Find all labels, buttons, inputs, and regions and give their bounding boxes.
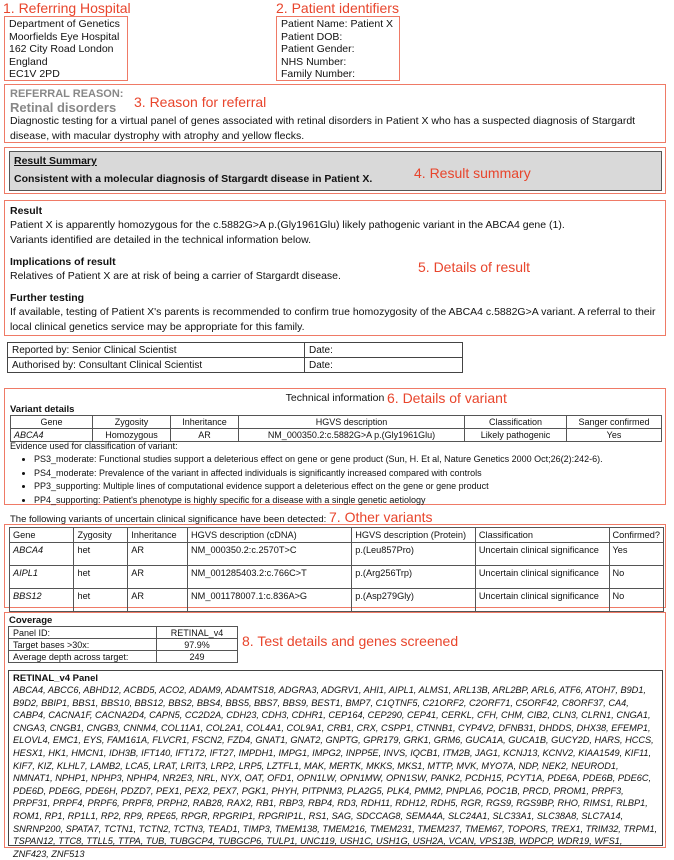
vus-row	[10, 566, 664, 589]
vus-col-confirmed: Confirmed?	[609, 528, 664, 543]
col-hgvs: HGVS description	[239, 416, 465, 429]
result-summary-panel	[9, 151, 662, 191]
authorised-date: Date:	[305, 358, 463, 373]
vus-cdna: NM_000350.2:c.2570T>C	[188, 543, 352, 566]
signoff-table	[7, 342, 463, 373]
referring-hospital-box	[4, 16, 128, 81]
cell-gene: ABCA4	[11, 429, 93, 442]
vus-confirmed: Yes	[609, 543, 664, 566]
vus-col-zygosity: Zygosity	[74, 528, 128, 543]
coverage-row	[9, 639, 238, 651]
vus-col-classification: Classification	[475, 528, 609, 543]
evidence-intro: Evidence used for classification of variant:	[10, 441, 178, 451]
col-inheritance: Inheritance	[171, 416, 239, 429]
panel-title: RETINAL_v4 Panel	[13, 673, 98, 684]
coverage-row	[9, 651, 238, 663]
technical-info-box	[4, 388, 666, 505]
section-1-title: 1. Referring Hospital	[3, 0, 131, 16]
referral-reason: Retinal disorders	[10, 100, 117, 115]
evidence-block	[10, 440, 662, 507]
vus-zygosity: het	[74, 589, 128, 612]
vus-protein: p.(Asp279Gly)	[352, 589, 476, 612]
vus-gene: BBS12	[10, 589, 74, 612]
vus-col-protein: HGVS description (Protein)	[352, 528, 476, 543]
vus-confirmed: No	[609, 566, 664, 589]
vus-confirmed: No	[609, 589, 664, 612]
col-gene: Gene	[11, 416, 93, 429]
section-2-title: 2. Patient identifiers	[276, 0, 399, 16]
col-sanger: Sanger confirmed	[567, 416, 662, 429]
further-testing-text: If available, testing of Patient X's parents is recommended to confirm true homozygosity of the ABCA4 c.5882G>A variant. A referral to their local clinical genetics service may be appropriate for this family.	[10, 306, 656, 333]
coverage-label: Average depth across target:	[9, 651, 157, 663]
signoff-row	[8, 343, 463, 358]
section-3-title: 3. Reason for referral	[134, 94, 267, 110]
patient-identifiers-box	[276, 16, 400, 81]
cell-sanger: Yes	[567, 429, 662, 442]
technical-title: Technical information	[285, 392, 385, 404]
vus-gene: ABCA4	[10, 543, 74, 566]
other-variants-box	[4, 524, 666, 608]
vus-row	[10, 543, 664, 566]
cell-classification: Likely pathogenic	[465, 429, 567, 442]
section-5-title: 5. Details of result	[418, 259, 531, 275]
evidence-item: • PP4_supporting: Patient's phenotype is highly specific for a disease with a single genetic aetiology	[34, 494, 662, 507]
vus-zygosity: het	[74, 543, 128, 566]
evidence-item: • PS3_moderate: Functional studies support a deleterious effect on gene or gene product (Sun, H. Et al, Nature Genetics 2000 Oct;26(2):242-6).	[34, 453, 662, 466]
coverage-title: Coverage	[9, 615, 53, 626]
hospital-line: EC1V 2PD	[9, 68, 60, 81]
details-of-result-box	[4, 200, 666, 336]
cell-zygosity: Homozygous	[93, 429, 171, 442]
vus-intro: The following variants of uncertain clinical significance have been detected:	[10, 514, 327, 525]
coverage-table	[8, 626, 238, 663]
hospital-line: Department of Genetics	[9, 18, 120, 30]
further-testing-heading: Further testing	[10, 292, 85, 304]
panel-gene-list: ABCA4, ABCC6, ABHD12, ACBD5, ACO2, ADAM9, ADAMTS18, ADGRA3, ADGRV1, AHI1, AIPL1, ALMS1, ARL13B, ARL2BP, ARL6, ATF6, ATOH7, B9D1, B9D2, BBIP1, BBS1, BBS10, BBS12, BBS2, BBS4, BBS5, BBS7, BBS9, BEST1, BMP7, C1QTNF5, C21ORF2, C2ORF71, C5ORF42, C8ORF37, CA4, CABP4, CACNA1F, CACNA2D4, CAPN5, CC2D2A, CDH23, CDH3, CDHR1, CEP164, CEP290, CEP41, CERKL, CFH, CHM, CIB2, CLN3, CLRN1, CNGA1, CNGA3, CNGB1, CNGB3, CNNM4, COL11A1, COL2A1, COL4A1, COL9A1, CRB1, CRX, CSPP1, CTNNB1, CYP4V2, DFNB31, DHDDS, DHX38, EFEMP1, ELOVL4, EMC1, EYS, FAM161A, FLVCR1, FSCN2, FZD4, GNAT1, GNAT2, GNPTG, GPR179, GRK1, GRM6, GUCA1A, GUCA1B, GUCY2D, HARS, HCCS, HESX1, HK1, HMCN1, IDH3B, IFT140, IFT172, IFT27, IMPDH1, IMPG1, IMPG2, INPP5E, INVS, IQCB1, ITM2B, JAG1, KCNJ13, KCNV2, KIAA1549, KIF11, KIF7, KIZ, KLHL7, LAMB2, LCA5, LRAT, LRIT3, LRP2, LRP5, LZTFL1, MAK, MERTK, MKKS, MKS1, MTTP, MVK, MYO7A, NDP, NEK2, NEUROD1, NMNAT1, NPHP1, NPHP3, NPHP4, NR2E3, NRL, NYX, OAT, OFD1, OPN1LW, OPN1MW, OPN1SW, PANK2, PCDH15, PCYT1A, PDE6A, PDE6B, PDE6C, PDE6D, PDE6G, PDE6H, PDZD7, PEX1, PEX2, PEX7, PGK1, PHYH, PITPNM3, PLA2G5, PLK4, PMM2, PNPLA6, POC1B, PRCD, PROM1, PRPF3, PRPF31, PRPF4, PRPF6, PRPF8, PRPH2, RAB28, RAX2, RB1, RBP3, RBP4, RD3, RDH11, RDH12, RDH5, RGR, RGS9, RGS9BP, RHO, RIMS1, RLBP1, ROM1, RP1, RP1L1, RP2, RP9, RPE65, RPGR, RPGRIP1, RPGRIP1L, RS1, SAG, SDCCAG8, SEMA4A, SLC24A1, SLC33A1, SLC38A8, SLC7A14, SNRNP200, SPATA7, TCTN1, TCTN2, TCTN3, TEAD1, TIMP3, TMEM138, TMEM216, TMEM231, TMEM237, TMEM67, TOPORS, TREX1, TRIM32, TRPM1, TSPAN12, TTC8, TTLL5, TTPA, TUB, TUBGCP4, TUBGCP6, TULP1, UNC119, USH1C, USH1G, USH2A, VCAN, VPS13B, WDPCP, WDR19, WFS1, ZNF423, ZNF513	[13, 685, 658, 859]
coverage-value: RETINAL_v4	[157, 627, 238, 639]
cell-inheritance: AR	[171, 429, 239, 442]
coverage-label: Panel ID:	[9, 627, 157, 639]
vus-cdna: NM_001178007.1:c.836A>G	[188, 589, 352, 612]
vus-inheritance: AR	[128, 543, 188, 566]
section-7-title: 7. Other variants	[329, 509, 433, 525]
vus-classification: Uncertain clinical significance	[475, 589, 609, 612]
col-classification: Classification	[465, 416, 567, 429]
test-details-box	[4, 612, 666, 859]
variant-header-row	[11, 416, 662, 429]
coverage-value: 249	[157, 651, 238, 663]
vus-gene: AIPL1	[10, 566, 74, 589]
hospital-line: 162 City Road London	[9, 43, 114, 56]
referral-box	[4, 84, 666, 143]
vus-col-inheritance: Inheritance	[128, 528, 188, 543]
result-summary-box	[4, 147, 666, 194]
section-4-title: 4. Result summary	[414, 165, 531, 181]
patient-line: Family Number:	[281, 68, 356, 81]
variant-table	[10, 415, 662, 442]
col-zygosity: Zygosity	[93, 416, 171, 429]
section-6-title: 6. Details of variant	[387, 390, 507, 406]
result-summary-text: Consistent with a molecular diagnosis of Stargardt disease in Patient X.	[14, 173, 373, 185]
vus-inheritance: AR	[128, 589, 188, 612]
patient-line: Patient DOB:	[281, 30, 343, 43]
hospital-line: Moorfields Eye Hospital	[9, 30, 120, 43]
vus-row	[10, 589, 664, 612]
vus-cdna: NM_001285403.2:c.766C>T	[188, 566, 352, 589]
implications-heading: Implications of result	[10, 256, 116, 268]
reported-by: Reported by: Senior Clinical Scientist	[8, 343, 305, 358]
vus-table	[9, 527, 664, 612]
vus-classification: Uncertain clinical significance	[475, 566, 609, 589]
implications-text: Relatives of Patient X are at risk of being a carrier of Stargardt disease.	[10, 270, 341, 282]
cell-hgvs: NM_000350.2:c.5882G>A p.(Gly1961Glu)	[239, 429, 465, 442]
result-summary-title: Result Summary	[14, 155, 97, 167]
referral-text: Diagnostic testing for a virtual panel of genes associated with retinal disorders in Patient X who has a suspected diagnosis of Stargardt disease, with macular dystrophy with atrophy and yellow flecks.	[10, 115, 636, 142]
evidence-item: • PP3_supporting: Multiple lines of computational evidence support a deleterious effect on the gene or gene product	[34, 480, 662, 493]
result-line-1: Patient X is apparently homozygous for the c.5882G>A p.(Gly1961Glu) likely pathogenic variant in the ABCA4 gene (1).	[10, 219, 565, 231]
section-8-title: 8. Test details and genes screened	[242, 633, 459, 649]
vus-classification: Uncertain clinical significance	[475, 543, 609, 566]
vus-zygosity: het	[74, 566, 128, 589]
coverage-label: Target bases >30x:	[9, 639, 157, 651]
authorised-by: Authorised by: Consultant Clinical Scientist	[8, 358, 305, 373]
vus-protein: p.(Arg256Trp)	[352, 566, 476, 589]
vus-header-row	[10, 528, 664, 543]
coverage-row	[9, 627, 238, 639]
result-heading: Result	[10, 205, 43, 217]
patient-line: Patient Name: Patient X	[281, 18, 394, 30]
referral-label: REFERRAL REASON:	[10, 88, 124, 100]
result-line-2: Variants identified are detailed in the technical information below.	[10, 234, 311, 246]
coverage-value: 97.9%	[157, 639, 238, 651]
vus-inheritance: AR	[128, 566, 188, 589]
panel-box	[8, 670, 663, 859]
signoff-row	[8, 358, 463, 373]
patient-line: NHS Number:	[281, 55, 347, 68]
reported-date: Date:	[305, 343, 463, 358]
vus-col-cdna: HGVS description (cDNA)	[188, 528, 352, 543]
vus-col-gene: Gene	[10, 528, 74, 543]
variant-details-label: Variant details	[10, 404, 75, 415]
evidence-item: • PS4_moderate: Prevalence of the variant in affected individuals is significantly increased compared with controls	[34, 467, 662, 480]
hospital-line: England	[9, 55, 48, 68]
patient-line: Patient Gender:	[281, 43, 355, 56]
vus-protein: p.(Leu857Pro)	[352, 543, 476, 566]
